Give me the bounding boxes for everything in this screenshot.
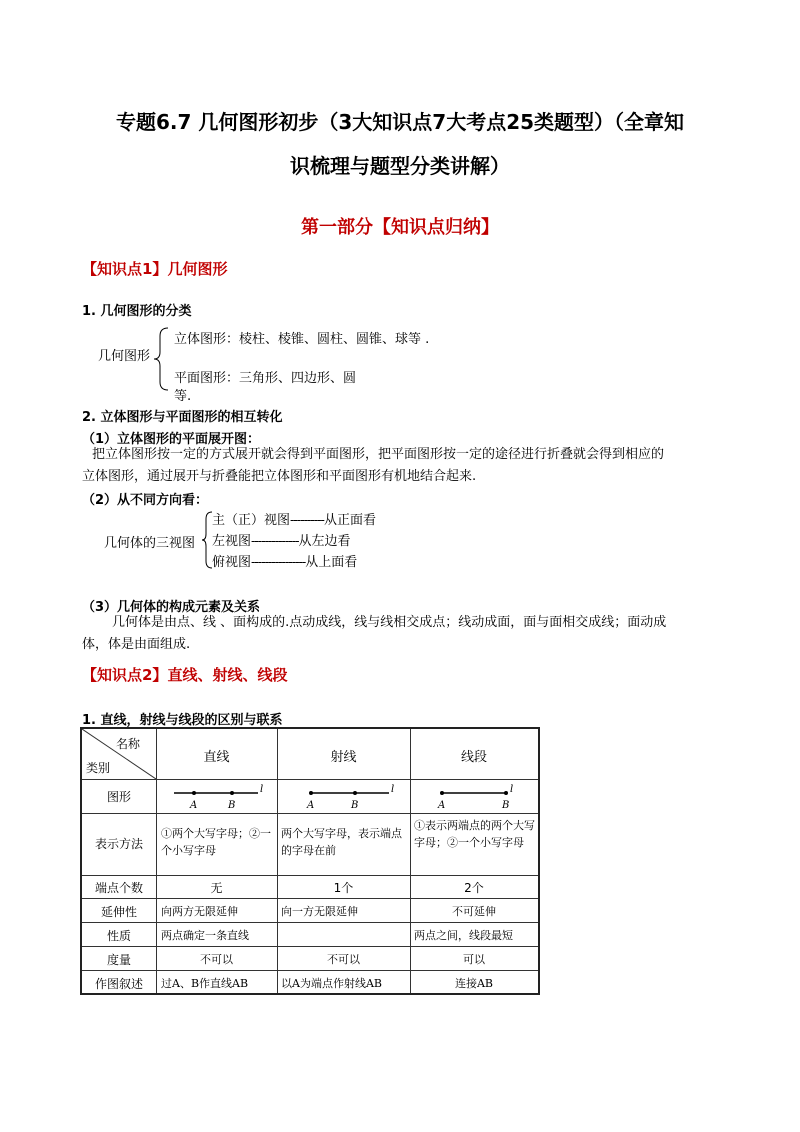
view-left xyxy=(212,530,351,549)
line-figure-label-l: l xyxy=(260,784,264,795)
view-front-dash: ---------- xyxy=(290,513,324,528)
view-left-dash: -------------- xyxy=(251,534,299,549)
view-top-name: 俯视图 xyxy=(212,555,252,570)
title-line-1: 专题6.7 几何图形初步（3大知识点7大考点25类题型）（全章知 xyxy=(115,110,685,134)
row-label-extension: 延伸性 xyxy=(100,905,137,919)
paragraph-elements xyxy=(82,612,722,656)
classify-solid: 立体图形：棱柱、棱锥、圆柱、圆锥、球等 . xyxy=(174,332,430,347)
comparison-table xyxy=(80,727,540,995)
row-label-figure: 图形 xyxy=(106,790,131,804)
property-line: 两点确定一条直线 xyxy=(161,929,249,942)
line-figure xyxy=(156,779,277,813)
line-figure-label-a: A xyxy=(190,800,198,811)
classify-brace xyxy=(152,326,174,392)
notation-segment: ①表示两端点的两个大写字母；②一个小写字母 xyxy=(414,819,535,849)
row-label-measure: 度量 xyxy=(106,953,131,967)
paragraph-unfold xyxy=(82,444,722,488)
paragraph-elements-line-2: 体，体是由面组成. xyxy=(82,637,191,652)
measure-ray: 不可以 xyxy=(327,953,360,966)
row-label-endpoints: 端点个数 xyxy=(94,881,143,895)
extension-ray: 向一方无限延伸 xyxy=(281,905,358,918)
paragraph-elements-line-1: 几何体是由点、线 、面构成的.点动成线，线与线相交成点；线动成面，面与面相交成线；面动成 xyxy=(112,615,667,630)
knowledge-point-1-heading: 【知识点1】几何图形 xyxy=(82,260,228,278)
view-left-name: 左视图 xyxy=(212,534,252,549)
knowledge-point-2-heading: 【知识点2】直线、射线、线段 xyxy=(82,666,288,684)
section-2-2-heading: （2）从不同方向看： xyxy=(82,493,209,508)
endpoints-segment: 2个 xyxy=(464,881,484,895)
paragraph-unfold-line-2: 立体图形，通过展开与折叠能把立体图形和平面图形有机地结合起来. xyxy=(82,469,477,484)
section-2-3-heading: （3）几何体的构成元素及关系 xyxy=(82,600,261,615)
endpoints-line: 无 xyxy=(210,881,223,895)
header-ray: 射线 xyxy=(330,750,357,765)
segment-figure-label-l: l xyxy=(510,784,514,795)
classify-root: 几何图形 xyxy=(98,349,151,364)
header-line: 直线 xyxy=(203,750,230,765)
measure-line: 不可以 xyxy=(200,953,233,966)
corner-name-label: 名称 xyxy=(116,737,141,751)
segment-figure xyxy=(410,779,538,813)
view-front xyxy=(212,509,376,528)
segment-figure-label-b: B xyxy=(502,800,510,811)
view-top-direction: 从上面看 xyxy=(305,555,358,570)
view-top-dash: ---------------- xyxy=(251,555,306,570)
construction-segment: 连接AB xyxy=(454,977,494,990)
ray-figure-label-a: A xyxy=(307,800,315,811)
section-1-heading: 1. 几何图形的分类 xyxy=(82,304,192,319)
view-front-name: 主（正）视图 xyxy=(212,513,291,528)
views-root: 几何体的三视图 xyxy=(104,536,196,551)
segment-figure-label-a: A xyxy=(438,800,446,811)
view-left-direction: 从左边看 xyxy=(298,534,351,549)
view-front-direction: 从正面看 xyxy=(323,513,376,528)
document-title xyxy=(60,100,740,188)
title-line-2: 识梳理与题型分类讲解） xyxy=(290,154,510,178)
construction-line: 过A、B作直线AB xyxy=(161,977,249,990)
corner-category-label: 类别 xyxy=(86,761,111,775)
section-2-heading: 2. 立体图形与平面图形的相互转化 xyxy=(82,410,283,425)
extension-segment: 不可延伸 xyxy=(452,905,496,918)
line-figure-label-b: B xyxy=(228,800,236,811)
endpoints-ray: 1个 xyxy=(333,881,354,895)
ray-figure-label-b: B xyxy=(351,800,359,811)
row-label-notation: 表示方法 xyxy=(94,837,143,851)
notation-line: ①两个大写字母；②一个小写字母 xyxy=(161,827,271,857)
extension-line: 向两方无限延伸 xyxy=(161,905,238,918)
construction-ray: 以A为端点作射线AB xyxy=(281,977,382,990)
row-label-property: 性质 xyxy=(106,929,131,943)
measure-segment: 可以 xyxy=(463,953,485,966)
header-segment: 线段 xyxy=(460,750,487,765)
view-top xyxy=(212,551,357,570)
section-2-1-heading: （1）立体图形的平面展开图： xyxy=(82,432,261,447)
ray-figure-label-l: l xyxy=(391,784,395,795)
notation-ray: 两个大写字母，表示端点的字母在前 xyxy=(281,827,402,857)
part-heading: 第一部分【知识点归纳】 xyxy=(301,217,499,238)
classify-plane: 平面图形：三角形、四边形、圆 xyxy=(174,371,357,386)
section-3-heading: 1. 直线，射线与线段的区别与联系 xyxy=(82,713,283,728)
paragraph-unfold-line-1: 把立体图形按一定的方式展开就会得到平面图形，把平面图形按一定的途径进行折叠就会得到相应的 xyxy=(92,447,665,462)
ray-figure xyxy=(277,779,410,813)
row-label-construction: 作图叙述 xyxy=(94,977,143,991)
property-segment: 两点之间，线段最短 xyxy=(414,929,513,942)
classify-plane-cont: 等. xyxy=(174,389,192,404)
